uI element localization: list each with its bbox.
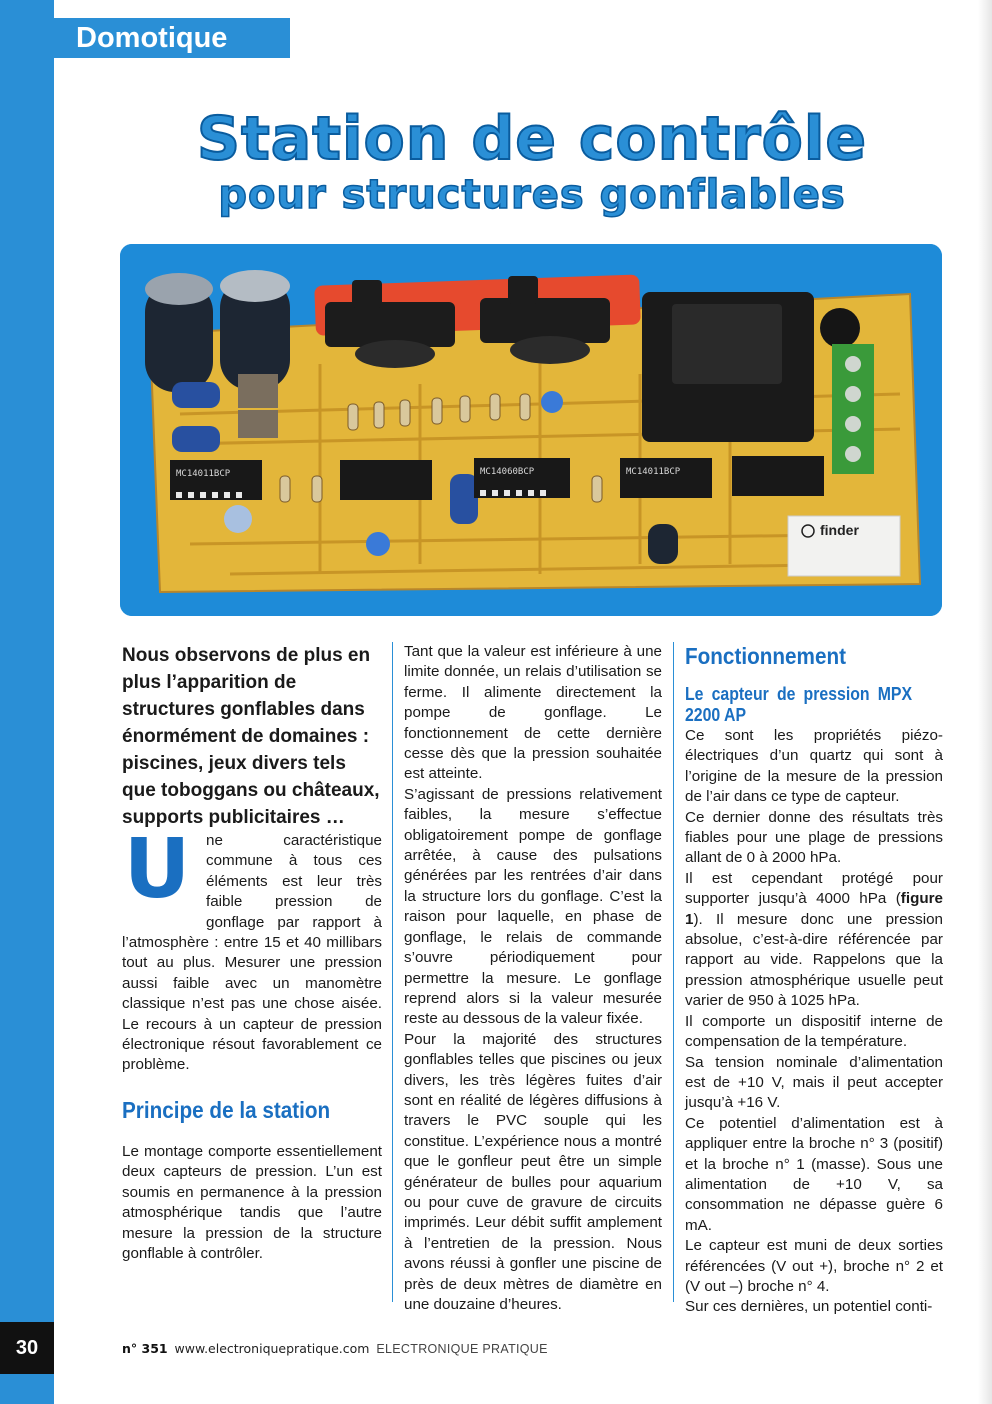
column-separator-1 [392, 642, 393, 1302]
chip-label-1: MC14011BCP [176, 469, 231, 479]
heading-principe: Principe de la station [122, 1096, 331, 1123]
relay-brand: finder [820, 522, 859, 538]
col2-paragraph-2: S’agissant de pressions relativement faibles, la mesure s’effectue obligatoirement pompe de gonflage arrêtée, à cause des pulsations générées par les rentrées d’air dans la structure lors du gonflage. C’est la raison pour laquelle, en phase de gonflage, le relais de commande s’ouvre périodiquement pour permettre la mesure. Le gonflage reprend alors si la valeur mesurée reste au dessous de la valeur fixée. [404, 785, 662, 1028]
chip-label-3: MC14011BCP [626, 467, 681, 477]
col3-paragraph-6: Ce potentiel d’alimentation est à appliquer entre la broche n° 3 (positif) et la broche n° 1 (masse). Sous une alimentation de +10 V, sa consommation ne dépasse guère 6 mA. [685, 1114, 943, 1234]
issue-number: n° 351 [122, 1341, 168, 1356]
left-color-bar [0, 0, 54, 1404]
col3-paragraph-3 [685, 869, 943, 1012]
article-subtitle: pour structures gonflables [218, 172, 846, 218]
figure-reference: figure 1 [685, 890, 943, 928]
article-title: Station de contrôle [196, 104, 868, 174]
footer [122, 1341, 548, 1356]
website-url: www.electroniquepratique.com [174, 1341, 370, 1356]
circuit-board-photo [120, 244, 942, 616]
section-tag: Domotique [54, 18, 290, 58]
col3-p3-text-b: ). Il mesure donc une pression absolue, c’est-à-dire référencée par rapport au vide. Rappelons que la pression atmosphérique usuelle peut varier de 950 à 1025 hPa. [685, 910, 943, 1010]
page-edge-shadow [978, 0, 992, 1404]
column-3 [685, 642, 943, 1318]
intro-paragraph: ne caractéristique commune à tous ces éléments est leur très faible pression de gonflage par rapport à l’atmosphère : entre 15 et 40 millibars tout au plus. Mesurer une pression aussi faible avec un manomètre classique n’est pas une chose aisée. Le recours à un capteur de pression électronique résout favorablement ce problème. [122, 832, 382, 1074]
col3-paragraph-5: Sa tension nominale d’alimentation est de +10 V, mais il peut accepter jusqu’à +16 V. [685, 1053, 943, 1112]
page-number: 30 [0, 1322, 54, 1374]
column-separator-2 [673, 642, 674, 1302]
heading-fonctionnement: Fonctionnement [685, 643, 847, 669]
col3-paragraph-8: Sur ces dernières, un potentiel conti- [685, 1298, 933, 1316]
intro-block [122, 822, 382, 1076]
col2-paragraph-1: Tant que la valeur est inférieure à une limite donnée, un relais d’utilisation se ferme. Il alimente directement la pompe de gonflage. Le fonctionnement de cette dernière cesse dès que la pression souhaitée est atteinte. [404, 643, 662, 783]
col3-paragraph-7: Le capteur est muni de deux sorties référencées (V out +), broche n° 2 et (V out –) broche n° 4. [685, 1237, 943, 1295]
col3-paragraph-1: Ce sont les propriétés piézo-électriques d’un quartz qui sont à l’origine de la mesure de la pression de l’air dans ce type de capteur. [685, 727, 943, 806]
col3-p3-text-a: Il est cependant protégé pour supporter jusqu’à 4000 hPa ( [685, 869, 943, 908]
col2-paragraph-3: Pour la majorité des structures gonflables telles que piscines ou jeux divers, les très légères fuites d’air sont en réalité de légères diffusions à travers le PVC souple qui les constitue. L’expérience nous a montré que le gonfleur peut être un simple générateur de bulles pour aquarium ou pour cuve de gravure de circuits imprimés. Leur débit suffit amplement à l’entretien de la pression. Nous avons réussi à gonfler une piscine de près de deux mètres de diamètre en une douzaine d’heures. [404, 1030, 662, 1313]
subheading-capteur: Le capteur de pression MPX 2200 AP [685, 684, 913, 725]
chip-label-2: MC14060BCP [480, 467, 535, 477]
column-2 [404, 642, 662, 1315]
col3-paragraph-2: Ce dernier donne des résultats très fiables pour une plage de pressions allant de 0 à 2000 hPa. [685, 808, 943, 867]
principe-paragraph: Le montage comporte essentiellement deux capteurs de pression. L’un est soumis en permanence à la pression atmosphérique tandis que l’autre mesure la pression de la structure gonflable à contrôler. [122, 1142, 382, 1262]
drop-cap: U [123, 822, 191, 917]
column-1 [122, 642, 382, 1264]
lead-paragraph: Nous observons de plus en plus l’apparition de structures gonflables dans énormément de domaines : piscines, jeux divers tels que toboggans ou châteaux, supports publicitaires … [122, 645, 380, 828]
col3-paragraph-4: Il comporte un dispositif interne de compensation de la température. [685, 1012, 943, 1051]
publication-name: ELECTRONIQUE PRATIQUE [376, 1342, 548, 1356]
